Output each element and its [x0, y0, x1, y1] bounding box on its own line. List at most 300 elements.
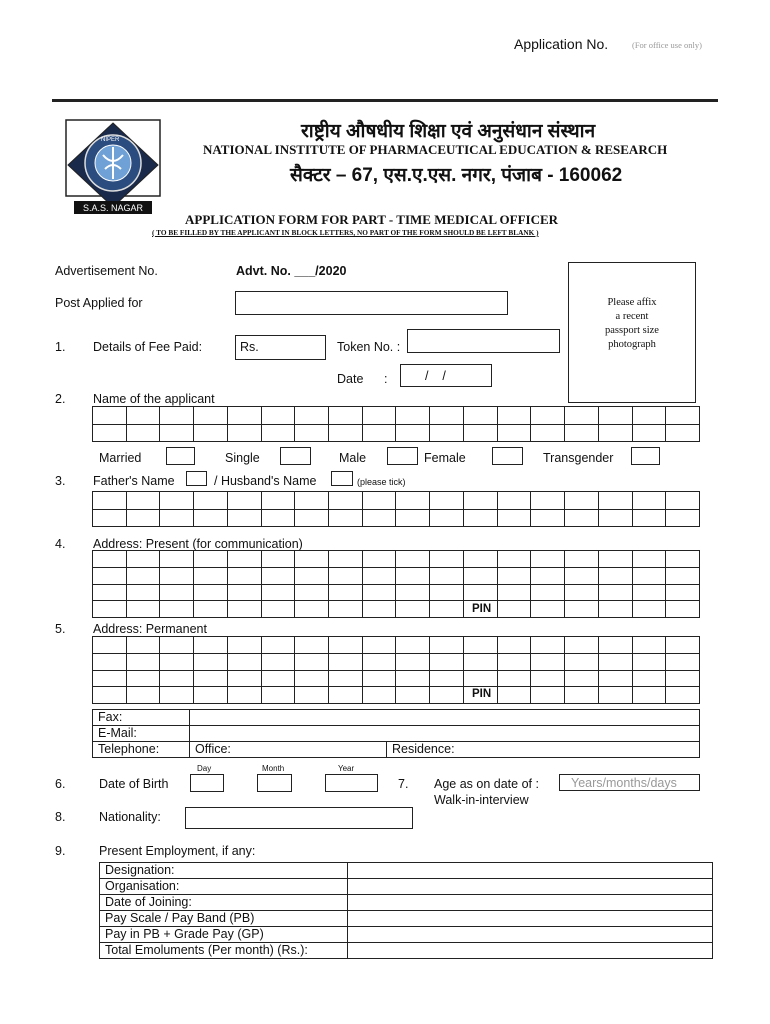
english-title: NATIONAL INSTITUTE OF PHARMACEUTICAL EDUCATION & RESEARCH	[203, 142, 668, 157]
transgender-label: Transgender	[543, 451, 614, 465]
letter-cell[interactable]	[295, 424, 329, 442]
letter-cell[interactable]	[126, 584, 160, 601]
letter-cell[interactable]	[295, 653, 329, 670]
letter-cell[interactable]	[531, 551, 565, 568]
letter-cell[interactable]	[632, 670, 666, 687]
letter-cell[interactable]	[430, 637, 464, 654]
letter-cell[interactable]	[295, 670, 329, 687]
married-label: Married	[99, 451, 142, 465]
letter-cell[interactable]	[497, 637, 531, 654]
letter-cell[interactable]	[632, 509, 666, 527]
letter-cell[interactable]	[666, 424, 700, 442]
letter-cell[interactable]	[632, 653, 666, 670]
letter-cell[interactable]	[632, 567, 666, 584]
letter-cell[interactable]	[463, 653, 497, 670]
letter-cell[interactable]	[227, 492, 261, 510]
letter-cell[interactable]	[531, 584, 565, 601]
letter-cell[interactable]	[463, 492, 497, 510]
letter-cell[interactable]	[194, 584, 228, 601]
permanent-address-grid[interactable]	[92, 636, 700, 704]
letter-cell[interactable]	[194, 601, 228, 618]
letter-cell[interactable]	[160, 637, 194, 654]
letter-cell[interactable]	[93, 509, 127, 527]
male-label: Male	[339, 451, 367, 465]
letter-cell[interactable]	[598, 601, 632, 618]
letter-cell[interactable]	[93, 551, 127, 568]
letter-cell[interactable]	[632, 584, 666, 601]
letter-cell[interactable]	[93, 584, 127, 601]
employment-row-field[interactable]	[348, 895, 713, 911]
letter-cell[interactable]	[666, 601, 700, 618]
letter-cell[interactable]	[531, 492, 565, 510]
male-checkbox[interactable]	[387, 447, 418, 465]
letter-cell[interactable]	[565, 601, 599, 618]
letter-cell[interactable]	[227, 637, 261, 654]
employment-row-label: Organisation:	[100, 879, 348, 895]
letter-cell[interactable]	[160, 424, 194, 442]
letter-cell[interactable]	[126, 407, 160, 425]
walk-in-label: Walk-in-interview	[434, 793, 529, 807]
letter-cell[interactable]	[463, 509, 497, 527]
letter-cell[interactable]	[632, 687, 666, 704]
dob-year-field[interactable]	[325, 774, 378, 792]
name-grid[interactable]	[92, 406, 700, 442]
letter-cell[interactable]	[329, 601, 363, 618]
letter-cell[interactable]	[531, 670, 565, 687]
letter-cell[interactable]	[261, 601, 295, 618]
letter-cell[interactable]	[160, 407, 194, 425]
post-applied-field[interactable]	[235, 291, 508, 315]
letter-cell[interactable]	[598, 567, 632, 584]
employment-table	[99, 862, 713, 959]
present-address-label: Address: Present (for communication)	[93, 537, 303, 551]
letter-cell[interactable]	[565, 424, 599, 442]
father-label: Father's Name	[93, 474, 175, 488]
husband-checkbox[interactable]	[331, 471, 353, 486]
letter-cell[interactable]	[126, 567, 160, 584]
letter-cell[interactable]	[295, 509, 329, 527]
letter-cell[interactable]	[227, 653, 261, 670]
employment-row-label: Designation:	[100, 863, 348, 879]
letter-cell[interactable]	[126, 509, 160, 527]
employment-number: 9.	[55, 844, 66, 858]
letter-cell[interactable]	[93, 670, 127, 687]
letter-cell[interactable]	[430, 653, 464, 670]
letter-cell[interactable]	[430, 670, 464, 687]
letter-cell[interactable]	[194, 492, 228, 510]
letter-cell[interactable]	[632, 637, 666, 654]
present-address-number: 4.	[55, 537, 66, 551]
hindi-address: सैक्टर – 67, एस.ए.एस. नगर, पंजाब - 160062	[290, 165, 623, 186]
letter-cell[interactable]	[632, 601, 666, 618]
date-colon: :	[384, 372, 388, 386]
letter-cell[interactable]	[329, 424, 363, 442]
letter-cell[interactable]	[430, 584, 464, 601]
letter-cell[interactable]	[261, 637, 295, 654]
letter-cell[interactable]	[329, 509, 363, 527]
nationality-field[interactable]	[185, 807, 413, 829]
letter-cell[interactable]	[362, 584, 396, 601]
letter-cell[interactable]	[531, 687, 565, 704]
residence-label: Residence:	[392, 742, 455, 756]
letter-cell[interactable]	[194, 424, 228, 442]
father-checkbox[interactable]	[186, 471, 207, 486]
letter-cell[interactable]	[261, 509, 295, 527]
application-no-label: Application No.	[514, 36, 609, 52]
month-label: Month	[262, 764, 285, 773]
letter-cell[interactable]	[227, 424, 261, 442]
letter-cell[interactable]	[430, 492, 464, 510]
letter-cell[interactable]	[565, 492, 599, 510]
nationality-number: 8.	[55, 810, 66, 824]
letter-cell[interactable]	[565, 567, 599, 584]
letter-cell[interactable]	[598, 424, 632, 442]
letter-cell[interactable]	[396, 509, 430, 527]
letter-cell[interactable]	[194, 670, 228, 687]
permanent-pin-label: PIN	[472, 688, 492, 700]
email-field[interactable]	[190, 726, 700, 742]
rs-label: Rs.	[240, 340, 259, 354]
letter-cell[interactable]	[93, 407, 127, 425]
letter-cell[interactable]	[463, 670, 497, 687]
letter-cell[interactable]	[194, 567, 228, 584]
please-tick-note: (please tick)	[357, 477, 406, 487]
letter-cell[interactable]	[666, 584, 700, 601]
letter-cell[interactable]	[295, 687, 329, 704]
letter-cell[interactable]	[194, 653, 228, 670]
hindi-title: राष्ट्रीय औषधीय शिक्षा एवं अनुसंधान संस्थान	[301, 121, 596, 142]
letter-cell[interactable]	[93, 567, 127, 584]
letter-cell[interactable]	[126, 424, 160, 442]
age-number: 7.	[398, 777, 409, 791]
letter-cell[interactable]	[227, 670, 261, 687]
letter-cell[interactable]	[93, 424, 127, 442]
letter-cell[interactable]	[666, 492, 700, 510]
employment-row-label: Pay in PB + Grade Pay (GP)	[100, 927, 348, 943]
letter-cell[interactable]	[463, 637, 497, 654]
token-no-field[interactable]	[407, 329, 560, 353]
logo-ring-text: NIPER	[101, 137, 120, 143]
husband-label: / Husband's Name	[214, 474, 317, 488]
letter-cell[interactable]	[126, 637, 160, 654]
letter-cell[interactable]	[295, 551, 329, 568]
letter-cell[interactable]	[531, 509, 565, 527]
name-number: 2.	[55, 392, 66, 406]
letter-cell[interactable]	[362, 653, 396, 670]
letter-cell[interactable]	[160, 653, 194, 670]
employment-row-field[interactable]	[348, 863, 713, 879]
letter-cell[interactable]	[362, 687, 396, 704]
letter-cell[interactable]	[565, 637, 599, 654]
letter-cell[interactable]	[531, 601, 565, 618]
year-label: Year	[338, 764, 355, 773]
letter-cell[interactable]	[497, 601, 531, 618]
letter-cell[interactable]	[295, 584, 329, 601]
letter-cell[interactable]	[194, 687, 228, 704]
permanent-address-number: 5.	[55, 622, 66, 636]
date-label: Date	[337, 372, 364, 386]
letter-cell[interactable]	[93, 687, 127, 704]
letter-cell[interactable]	[329, 670, 363, 687]
father-number: 3.	[55, 474, 66, 488]
letter-cell[interactable]	[430, 601, 464, 618]
office-label: Office:	[195, 742, 231, 756]
present-pin-label: PIN	[472, 603, 492, 615]
present-address-grid[interactable]	[92, 550, 700, 618]
letter-cell[interactable]	[227, 584, 261, 601]
father-name-grid[interactable]	[92, 491, 700, 527]
letter-cell[interactable]	[362, 551, 396, 568]
letter-cell[interactable]	[261, 407, 295, 425]
letter-cell[interactable]	[666, 670, 700, 687]
fee-amount-field[interactable]	[235, 335, 326, 360]
letter-cell[interactable]	[531, 567, 565, 584]
letter-cell[interactable]	[565, 653, 599, 670]
letter-cell[interactable]	[396, 637, 430, 654]
letter-cell[interactable]	[93, 601, 127, 618]
letter-cell[interactable]	[565, 584, 599, 601]
letter-cell[interactable]	[160, 670, 194, 687]
letter-cell[interactable]	[227, 509, 261, 527]
single-checkbox[interactable]	[280, 447, 311, 465]
permanent-address-label: Address: Permanent	[93, 622, 207, 636]
letter-cell[interactable]	[194, 407, 228, 425]
letter-cell[interactable]	[666, 509, 700, 527]
letter-cell[interactable]	[666, 567, 700, 584]
dob-label: Date of Birth	[99, 777, 169, 791]
letter-cell[interactable]	[565, 670, 599, 687]
letter-cell[interactable]	[329, 567, 363, 584]
letter-cell[interactable]	[497, 407, 531, 425]
letter-cell[interactable]	[666, 407, 700, 425]
letter-cell[interactable]	[497, 687, 531, 704]
letter-cell[interactable]	[93, 492, 127, 510]
letter-cell[interactable]	[261, 424, 295, 442]
dob-number: 6.	[55, 777, 66, 791]
letter-cell[interactable]	[565, 509, 599, 527]
letter-cell[interactable]	[497, 424, 531, 442]
letter-cell[interactable]	[565, 687, 599, 704]
letter-cell[interactable]	[362, 407, 396, 425]
letter-cell[interactable]	[93, 637, 127, 654]
letter-cell[interactable]	[126, 670, 160, 687]
letter-cell[interactable]	[396, 653, 430, 670]
letter-cell[interactable]	[598, 670, 632, 687]
age-field[interactable]	[559, 774, 700, 791]
letter-cell[interactable]	[598, 637, 632, 654]
single-label: Single	[225, 451, 260, 465]
letter-cell[interactable]	[194, 637, 228, 654]
form-subtitle: ( TO BE FILLED BY THE APPLICANT IN BLOCK LETTERS, NO PART OF THE FORM SHOULD BE LEFT BLANK )	[152, 228, 539, 237]
letter-cell[interactable]	[126, 551, 160, 568]
letter-cell[interactable]	[632, 424, 666, 442]
letter-cell[interactable]	[497, 567, 531, 584]
letter-cell[interactable]	[666, 551, 700, 568]
letter-cell[interactable]	[666, 653, 700, 670]
letter-cell[interactable]	[329, 687, 363, 704]
letter-cell[interactable]	[261, 567, 295, 584]
residence-phone-field[interactable]	[387, 742, 700, 758]
letter-cell[interactable]	[430, 424, 464, 442]
letter-cell[interactable]	[329, 407, 363, 425]
letter-cell[interactable]	[295, 407, 329, 425]
letter-cell[interactable]	[396, 492, 430, 510]
letter-cell[interactable]	[497, 492, 531, 510]
letter-cell[interactable]	[396, 687, 430, 704]
letter-cell[interactable]	[632, 407, 666, 425]
photo-box	[568, 262, 696, 403]
letter-cell[interactable]	[227, 567, 261, 584]
transgender-checkbox[interactable]	[631, 447, 660, 465]
letter-cell[interactable]	[362, 424, 396, 442]
letter-cell[interactable]	[329, 492, 363, 510]
letter-cell[interactable]	[598, 509, 632, 527]
letter-cell[interactable]	[666, 687, 700, 704]
header-rule	[52, 99, 718, 102]
letter-cell[interactable]	[362, 670, 396, 687]
letter-cell[interactable]	[295, 492, 329, 510]
form-title: APPLICATION FORM FOR PART - TIME MEDICAL OFFICER	[185, 212, 559, 227]
employment-row-field[interactable]	[348, 911, 713, 927]
letter-cell[interactable]	[227, 407, 261, 425]
letter-cell[interactable]	[497, 551, 531, 568]
letter-cell[interactable]	[497, 653, 531, 670]
letter-cell[interactable]	[227, 551, 261, 568]
married-checkbox[interactable]	[166, 447, 195, 465]
female-label: Female	[424, 451, 466, 465]
letter-cell[interactable]	[329, 584, 363, 601]
letter-cell[interactable]	[295, 601, 329, 618]
office-use-note: (For office use only)	[632, 40, 702, 50]
letter-cell[interactable]	[329, 551, 363, 568]
letter-cell[interactable]	[430, 509, 464, 527]
employment-row-field[interactable]	[348, 927, 713, 943]
letter-cell[interactable]	[531, 637, 565, 654]
letter-cell[interactable]	[261, 687, 295, 704]
fee-label: Details of Fee Paid:	[93, 340, 203, 354]
letter-cell[interactable]	[295, 637, 329, 654]
letter-cell[interactable]	[362, 637, 396, 654]
letter-cell[interactable]	[531, 653, 565, 670]
letter-cell[interactable]	[463, 407, 497, 425]
letter-cell[interactable]	[565, 407, 599, 425]
letter-cell[interactable]	[463, 424, 497, 442]
dob-day-field[interactable]	[190, 774, 224, 792]
letter-cell[interactable]	[463, 584, 497, 601]
letter-cell[interactable]	[632, 492, 666, 510]
letter-cell[interactable]	[261, 653, 295, 670]
letter-cell[interactable]	[160, 551, 194, 568]
letter-cell[interactable]	[160, 601, 194, 618]
letter-cell[interactable]	[362, 567, 396, 584]
letter-cell[interactable]	[126, 653, 160, 670]
niper-logo	[58, 117, 168, 215]
letter-cell[interactable]	[227, 687, 261, 704]
letter-cell[interactable]	[362, 492, 396, 510]
letter-cell[interactable]	[666, 637, 700, 654]
letter-cell[interactable]	[396, 670, 430, 687]
telephone-label: Telephone:	[93, 742, 190, 758]
letter-cell[interactable]	[261, 670, 295, 687]
letter-cell[interactable]	[194, 509, 228, 527]
letter-cell[interactable]	[430, 567, 464, 584]
advertisement-label: Advertisement No.	[55, 264, 158, 278]
letter-cell[interactable]	[160, 567, 194, 584]
letter-cell[interactable]	[598, 653, 632, 670]
fax-field[interactable]	[190, 710, 700, 726]
letter-cell[interactable]	[430, 407, 464, 425]
letter-cell[interactable]	[261, 584, 295, 601]
letter-cell[interactable]	[598, 687, 632, 704]
letter-cell[interactable]	[194, 551, 228, 568]
fee-date-field[interactable]	[400, 364, 492, 387]
letter-cell[interactable]	[93, 653, 127, 670]
letter-cell[interactable]	[396, 601, 430, 618]
letter-cell[interactable]	[497, 670, 531, 687]
letter-cell[interactable]	[160, 687, 194, 704]
date-separators: / /	[425, 369, 446, 383]
letter-cell[interactable]	[396, 584, 430, 601]
letter-cell[interactable]	[227, 601, 261, 618]
employment-row-field[interactable]	[348, 943, 713, 959]
letter-cell[interactable]	[261, 551, 295, 568]
letter-cell[interactable]	[126, 492, 160, 510]
letter-cell[interactable]	[160, 492, 194, 510]
dob-month-field[interactable]	[257, 774, 292, 792]
letter-cell[interactable]	[598, 492, 632, 510]
letter-cell[interactable]	[430, 687, 464, 704]
letter-cell[interactable]	[598, 584, 632, 601]
letter-cell[interactable]	[598, 551, 632, 568]
age-label: Age as on date of :	[434, 777, 539, 791]
letter-cell[interactable]	[531, 424, 565, 442]
letter-cell[interactable]	[430, 551, 464, 568]
advertisement-value: Advt. No. ___/2020	[236, 264, 347, 278]
office-phone-field[interactable]	[190, 742, 387, 758]
letter-cell[interactable]	[396, 407, 430, 425]
letter-cell[interactable]	[160, 509, 194, 527]
letter-cell[interactable]	[632, 551, 666, 568]
letter-cell[interactable]	[160, 584, 194, 601]
day-label: Day	[197, 764, 212, 773]
nationality-label: Nationality:	[99, 810, 161, 824]
letter-cell[interactable]	[295, 567, 329, 584]
letter-cell[interactable]	[598, 407, 632, 425]
letter-cell[interactable]	[396, 551, 430, 568]
employment-row-field[interactable]	[348, 879, 713, 895]
female-checkbox[interactable]	[492, 447, 523, 465]
employment-row-label: Total Emoluments (Per month) (Rs.):	[100, 943, 348, 959]
letter-cell[interactable]	[126, 687, 160, 704]
letter-cell[interactable]	[396, 567, 430, 584]
letter-cell[interactable]	[531, 407, 565, 425]
letter-cell[interactable]	[497, 584, 531, 601]
letter-cell[interactable]	[261, 492, 295, 510]
post-applied-label: Post Applied for	[55, 296, 143, 310]
letter-cell[interactable]	[497, 509, 531, 527]
letter-cell[interactable]	[565, 551, 599, 568]
letter-cell[interactable]	[362, 601, 396, 618]
letter-cell[interactable]	[329, 637, 363, 654]
letter-cell[interactable]	[463, 567, 497, 584]
letter-cell[interactable]	[329, 653, 363, 670]
letter-cell[interactable]	[126, 601, 160, 618]
letter-cell[interactable]	[463, 551, 497, 568]
letter-cell[interactable]	[362, 509, 396, 527]
token-label: Token No. :	[337, 340, 401, 354]
letter-cell[interactable]	[396, 424, 430, 442]
fax-label: Fax:	[93, 710, 190, 726]
